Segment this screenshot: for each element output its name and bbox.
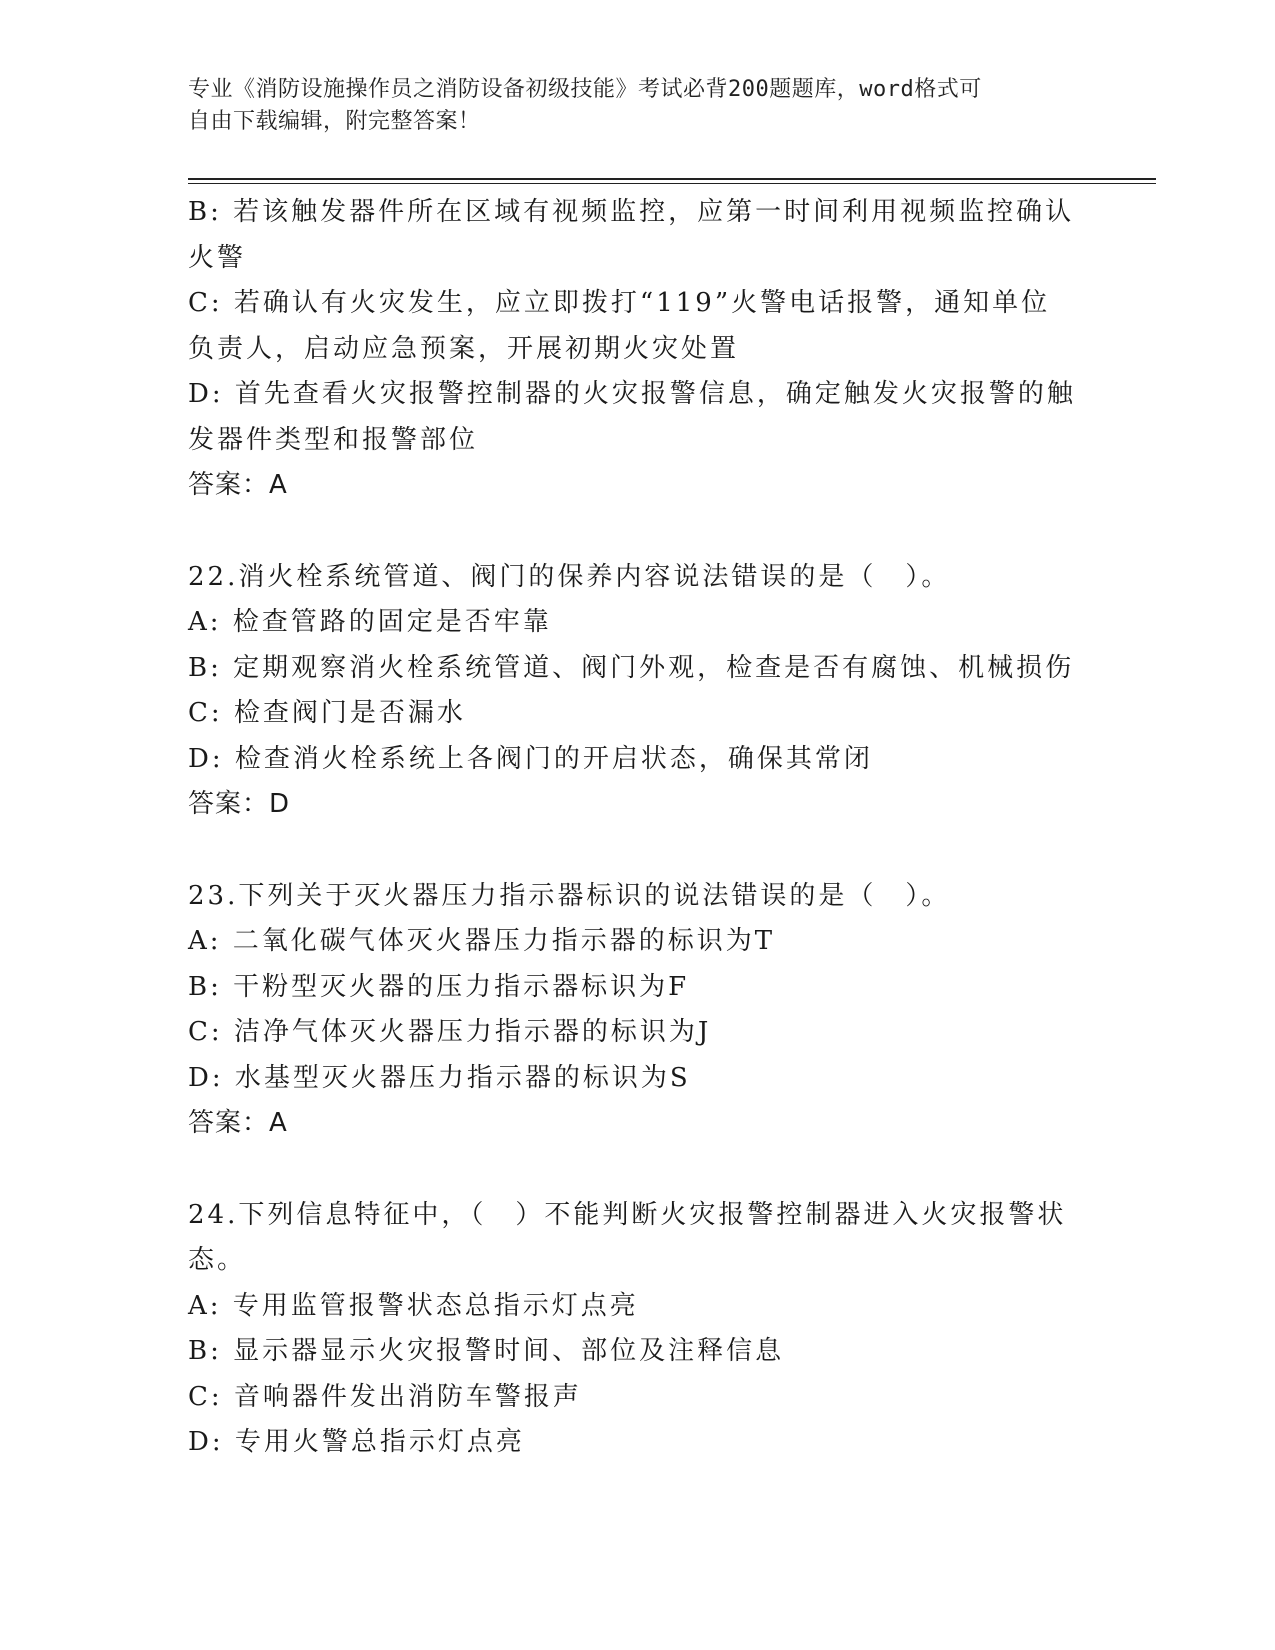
- question-23: [188, 874, 1088, 1147]
- option-d: D: 水基型灭火器压力指示器的标识为S: [188, 1062, 691, 1093]
- header-line-1: 专业《消防设施操作员之消防设备初级技能》考试必背200题题库，word格式可: [188, 77, 982, 102]
- question-text: 23.下列关于灭火器压力指示器标识的说法错误的是（ ）。: [188, 880, 951, 911]
- question-22: [188, 555, 1088, 828]
- option-b: B: 若该触发器件所在区域有视频监控，应第一时间利用视频监控确认: [188, 197, 1075, 227]
- spacer: [188, 1147, 1088, 1193]
- question-text: 24.下列信息特征中，（ ）不能判断火灾报警控制器进入火灾报警状: [188, 1199, 1067, 1230]
- option-b: B: 显示器显示火灾报警时间、部位及注释信息: [188, 1336, 785, 1366]
- header-line-2: 自由下载编辑，附完整答案！: [188, 109, 481, 134]
- header-divider-thick: [188, 178, 1156, 180]
- option-b: B: 干粉型灭火器的压力指示器标识为F: [188, 971, 690, 1002]
- answer-line: 答案：A: [188, 1108, 288, 1138]
- question-text-cont: 态。: [188, 1245, 247, 1275]
- question-21-tail: [188, 190, 1088, 509]
- question-24: [188, 1193, 1088, 1466]
- option-d: D: 检查消火栓系统上各阀门的开启状态，确保其常闭: [188, 743, 873, 774]
- option-c: C: 若确认有火灾发生，应立即拨打“119”火警电话报警，通知单位: [188, 288, 1051, 318]
- question-text: 22.消火栓系统管道、阀门的保养内容说法错误的是（ ）。: [188, 561, 951, 592]
- answer-line: 答案：D: [188, 789, 291, 819]
- option-b-cont: 火警: [188, 242, 247, 273]
- option-d: D: 首先查看火灾报警控制器的火灾报警信息，确定触发火灾报警的触: [188, 379, 1076, 409]
- option-c-cont: 负责人，启动应急预案，开展初期火灾处置: [188, 333, 740, 364]
- option-a: A: 二氧化碳气体灭火器压力指示器的标识为T: [188, 926, 776, 956]
- option-c: C: 洁净气体灭火器压力指示器的标识为J: [188, 1017, 712, 1047]
- option-c: C: 音响器件发出消防车警报声: [188, 1381, 582, 1412]
- option-d-cont: 发器件类型和报警部位: [188, 424, 479, 455]
- option-c: C: 检查阀门是否漏水: [188, 698, 466, 728]
- option-d: D: 专用火警总指示灯点亮: [188, 1427, 525, 1457]
- document-header: [188, 74, 1068, 138]
- answer-line: 答案：A: [188, 470, 288, 500]
- spacer: [188, 828, 1088, 874]
- spacer: [188, 509, 1088, 555]
- document-body: [188, 190, 1088, 1466]
- header-divider-thin: [188, 183, 1156, 184]
- option-a: A: 检查管路的固定是否牢靠: [188, 607, 552, 637]
- option-b: B: 定期观察消火栓系统管道、阀门外观，检查是否有腐蚀、机械损伤: [188, 652, 1075, 683]
- option-a: A: 专用监管报警状态总指示灯点亮: [188, 1290, 639, 1321]
